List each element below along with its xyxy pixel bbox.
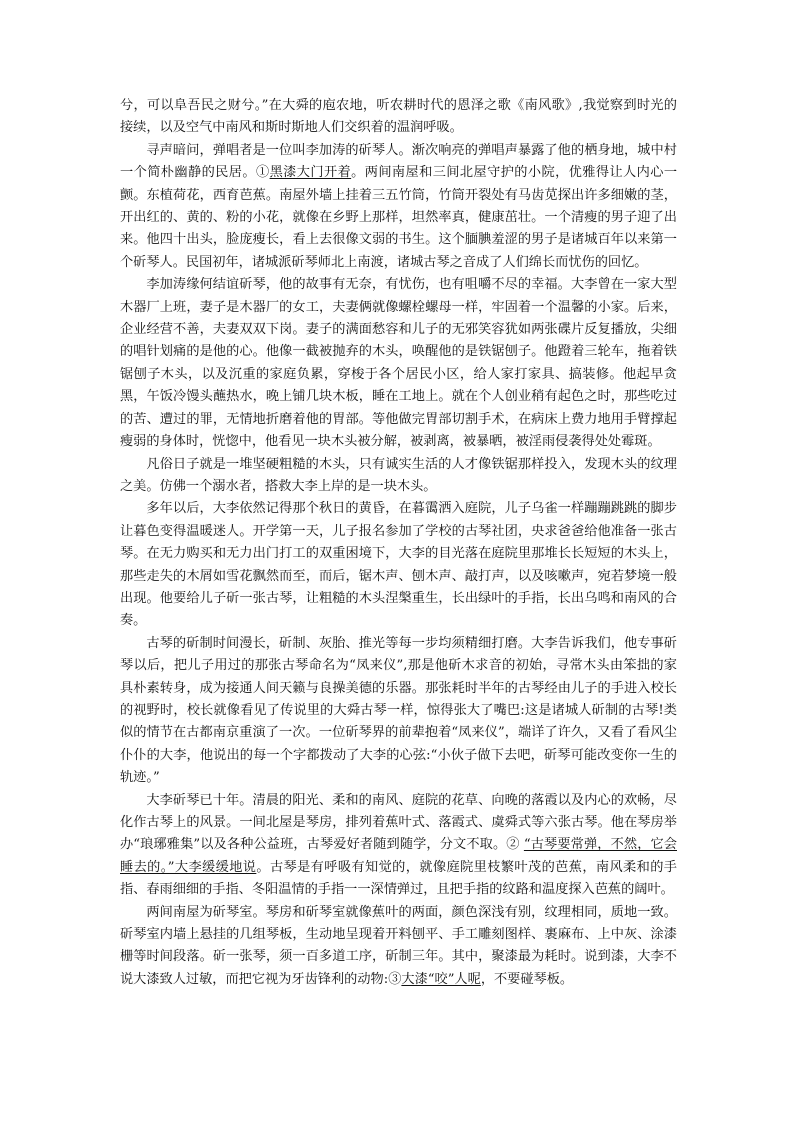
article-body: [120, 95, 677, 991]
paragraph: [120, 633, 677, 790]
paragraph: [120, 498, 677, 632]
text-run: 两间南屋为斫琴室。琴房和斫琴室就像蕉叶的两面，颜色深浅有别，纹理相同，质地一致。斫琴室内墙上悬挂的几组琴板，生动地呈现着开料刨平、手工雕刻图样、裹麻布、上中灰、涂漆栅等时间段落。斫一张琴，须一百多道工序，斫制三年。其中，聚漆最为耗时。说到漆，大李不说大漆致人过敏，而把它视为牙齿锋利的动物:③: [120, 904, 677, 987]
text-run: ，不要碰琴板。: [480, 971, 574, 987]
text-run: 兮，可以阜吾民之财兮。”在大舜的庖农地，听农耕时代的恩泽之歌《南风歌》,我觉察到时光的接续，以及空气中南风和斯时斯地人们交织着的温润呼吸。: [120, 98, 677, 136]
underlined-phrase: 黑漆大门开着: [269, 165, 352, 181]
text-run: 凡俗日子就是一堆坚硬粗糙的木头，只有诚实生活的人才像铁锯那样投入，发现木头的纹理之美。仿佛一个溺水者，搭救大李上岸的是一块木头。: [120, 456, 677, 494]
paragraph: [120, 790, 677, 902]
underlined-phrase: 大漆“咬”人呢: [401, 971, 481, 987]
paragraph: [120, 902, 677, 992]
underlined-phrase: “古琴要常弹，不然，它会睡去的。”大李缓缓地说: [120, 837, 677, 875]
text-run: 。两间南屋和三间北屋守护的小院，优雅得让人内心一颤。东植荷花，西育芭蕉。南屋外墙上挂着三五竹筒，竹筒开裂处有马齿苋探出许多细嫩的茎，开出红的、黄的、粉的小花，就像在乡野上那样，坦然率真，健康茁壮。一个清瘦的男子迎了出来。他四十出头，脸庞瘦长，看上去很像文弱的书生。这个腼腆羞涩的男子是诸城百年以来第一个斫琴人。民国初年，诸城派斫琴师北上南渡，诸城古琴之音成了人们绵长而忧伤的回忆。: [120, 165, 678, 270]
text-run: 。古琴是有呼吸有知觉的，就像庭院里枝繁叶茂的芭蕉，南风柔和的手指、春雨细细的手指、冬阳温情的手指一一深情弹过，且把手指的纹路和温度探入芭蕉的阔叶。: [120, 859, 677, 898]
text-run: 多年以后，大李依然记得那个秋日的黄昏，在暮霭洒入庭院，儿子乌雀一样蹦蹦跳跳的脚步让暮色变得温暖迷人。开学第一天，儿子报名参加了学校的古琴社团，央求爸爸给他准备一张古琴。在无力购买和无力出门打工的双重困境下，大李的目光落在庭院里那堆长长短短的木头上，那些走失的木屑如雪花飘然而至，而后，锯木声、刨木声、敲打声，以及咳嗽声，宛若梦境一般出现。他要给儿子斫一张古琴，让粗糙的木头涅槃重生，长出绿叶的手指，长出乌鸣和南风的合奏。: [120, 501, 677, 629]
text-run: 大李斫琴已十年。清晨的阳光、柔和的南风、庭院的花草、向晚的落霞以及内心的欢畅，尽化作古琴上的风景。一间北屋是琴房，排列着蕉叶式、落霞式、虞舜式等六张古琴。他在琴房举办“琅琊雅集”以及各种公益班，古琴爱好者随到随学，分文不取。②: [120, 792, 677, 853]
text-run: 寻声暗问，弹唱者是一位叫李加涛的斫琴人。渐次响亮的弹唱声暴露了他的栖身地，城中村一个简朴幽静的民居。①: [120, 142, 677, 181]
text-run: 李加涛缘何结谊斫琴，他的故事有无奈，有忧伤，也有咀嚼不尽的幸福。大李曾在一家大型木器厂上班，妻子是木器厂的女工，夫妻俩就像螺栓螺母一样，牢固着一个温馨的小家。后来，企业经营不善，夫妻双双下岗。妻子的满面愁容和儿子的无邪笑容犹如两张碟片反复播放，尖细的唱针划痛的是他的心。他像一截被抛弃的木头，唤醒他的是铁锯刨子。他蹬着三轮车，拖着铁锯刨子木头，以及沉重的家庭负累，穿梭于各个居民小区，给人家打家具、搞装修。他起早贪黑，午饭冷馒头蘸热水，晚上铺几块木板，睡在工地上。就在个人创业稍有起色之时，那些吃过的苦、遭过的罪，无情地折磨着他的胃部。等他做完胃部切割手术，在病床上费力地用手臂撑起瘦弱的身体时，恍惚中，他看见一块木头被分解，被剥离，被暴晒，被淫雨侵袭得处处霉斑。: [120, 277, 677, 450]
paragraph: [120, 95, 677, 140]
text-run: 古琴的斫制时间漫长，斫制、灰胎、推光等每一步均须精细打磨。大李告诉我们，他专事斫琴以后，把儿子用过的那张古琴命名为“凤来仪”,那是他斫木求音的初始，寻常木头由笨拙的家具朴素转身，成为接通人间天籁与良操美德的乐器。那张耗时半年的古琴经由儿子的手进入校长的视野时，校长就像看见了传说里的大舜古琴一样，惊得张大了嘴巴:这是诸城人斫制的古琴!类似的情节在古都南京重演了一次。一位斫琴界的前辈抱着“凤来仪”，端详了许久，又看了看风尘仆仆的大李，他说出的每一个字都拨动了大李的心弦:“小伙子做下去吧，斫琴可能改变你一生的轨迹。”: [120, 635, 677, 786]
paragraph: [120, 274, 677, 453]
paragraph: [120, 140, 677, 274]
paragraph: [120, 454, 677, 499]
